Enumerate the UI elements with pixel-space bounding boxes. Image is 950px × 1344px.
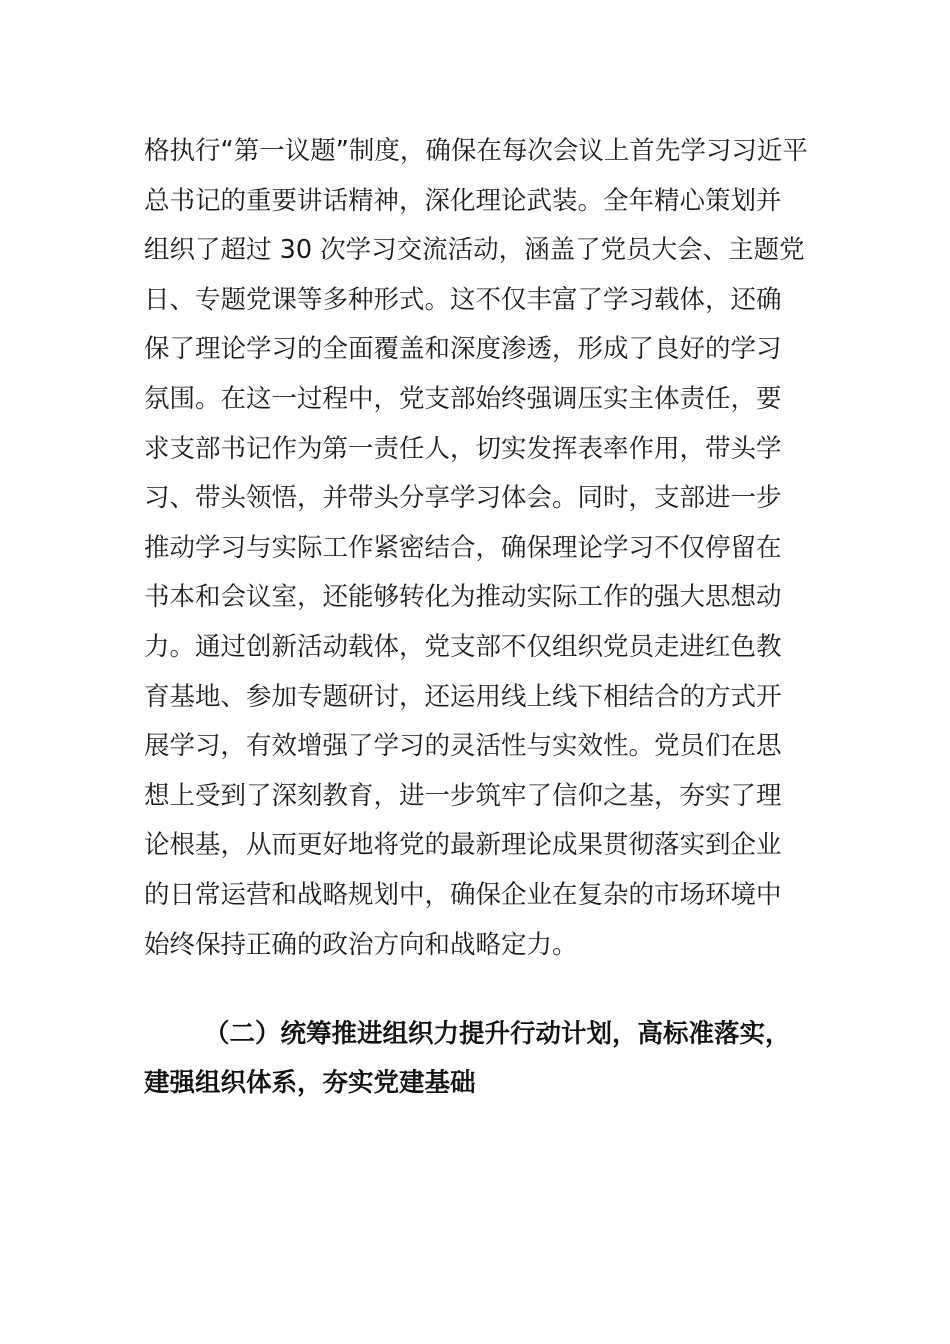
paragraph-line: 论根基，从而更好地将党的最新理论成果贯彻落实到企业 [144, 830, 782, 861]
paragraph-line: 日、专题党课等多种形式。这不仅丰富了学习载体，还确 [144, 284, 782, 315]
paragraph-line: 力。通过创新活动载体，党支部不仅组织党员走进红色教 [144, 631, 782, 662]
paragraph-line: 的日常运营和战略规划中，确保企业在复杂的市场环境中 [144, 879, 782, 910]
paragraph-line: 想上受到了深刻教育，进一步筑牢了信仰之基，夯实了理 [144, 780, 782, 811]
paragraph-line: 习、带头领悟，并带头分享学习体会。同时，支部进一步 [144, 483, 782, 514]
paragraph-line: 展学习，有效增强了学习的灵活性与实效性。党员们在思 [144, 731, 782, 762]
paragraph-line: 育基地、参加专题研讨，还运用线上线下相结合的方式开 [144, 681, 782, 712]
paragraph-line: 格执行“第一议题”制度，确保在每次会议上首先学习习近平 [144, 136, 808, 166]
paragraph-line: 书本和会议室，还能够转化为推动实际工作的强大思想动 [144, 582, 782, 613]
section-heading-line: 建强组织体系，夯实党建基础 [144, 1068, 476, 1098]
body-paragraph [144, 127, 814, 970]
paragraph-line: 组织了超过 30 次学习交流活动，涵盖了党员大会、主题党 [144, 235, 805, 266]
paragraph-line: 推动学习与实际工作紧密结合，确保理论学习不仅停留在 [144, 532, 782, 563]
paragraph-line: 始终保持正确的政治方向和战略定力。 [144, 929, 578, 960]
section-heading [144, 1010, 814, 1108]
section-heading-line: （二）统筹推进组织力提升行动计划，高标准落实， [204, 1019, 791, 1049]
paragraph-line: 氛围。在这一过程中，党支部始终强调压实主体责任，要 [144, 383, 782, 414]
paragraph-line: 保了理论学习的全面覆盖和深度渗透，形成了良好的学习 [144, 334, 782, 365]
paragraph-line: 求支部书记作为第一责任人，切实发挥表率作用，带头学 [144, 433, 782, 464]
paragraph-line: 总书记的重要讲话精神，深化理论武装。全年精心策划并 [144, 185, 782, 216]
